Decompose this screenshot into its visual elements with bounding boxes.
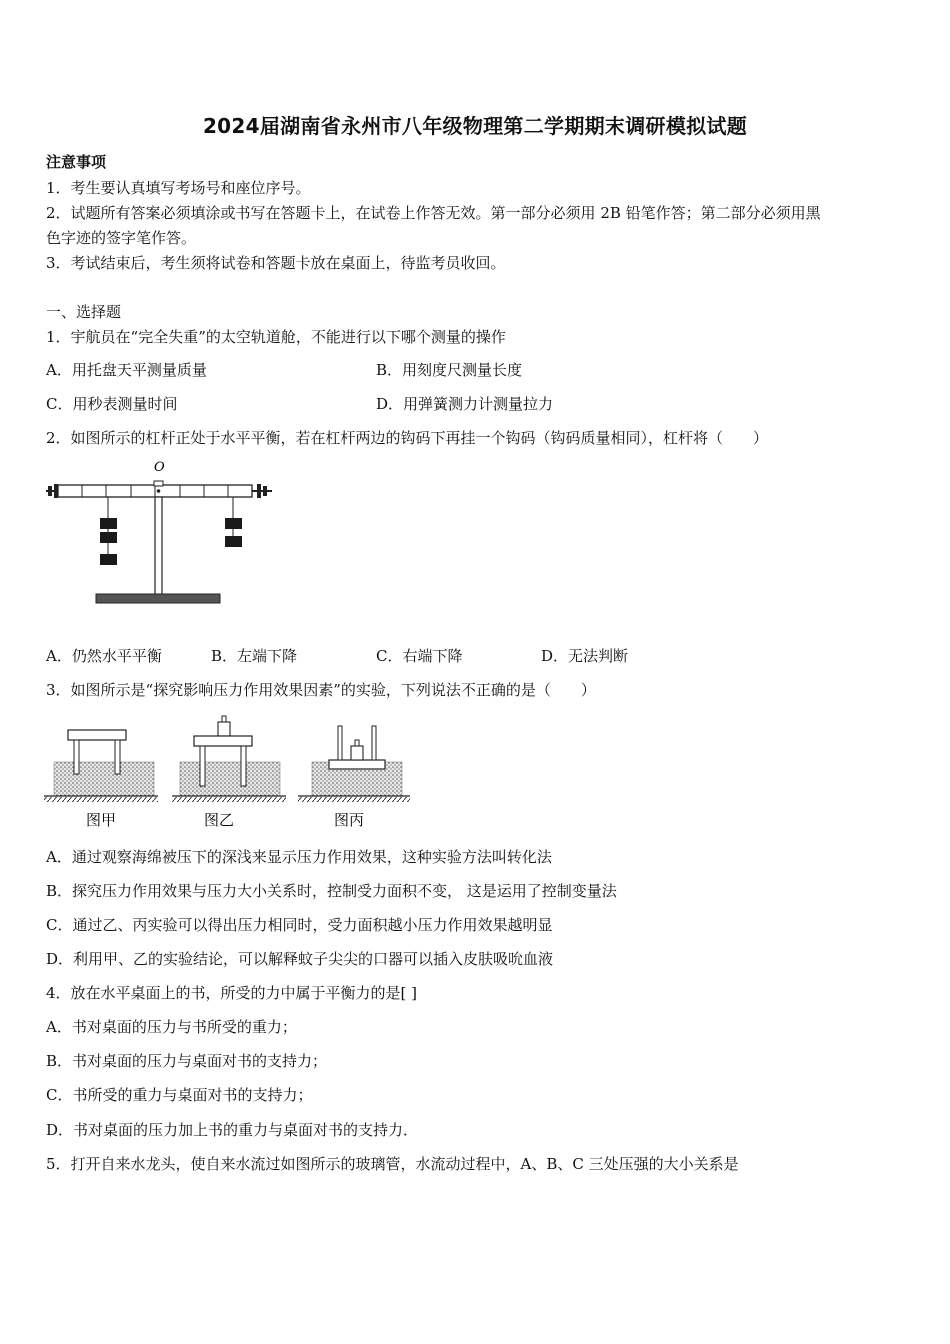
q1-option-a: A．用托盘天平测量质量: [46, 361, 207, 379]
q2-stem: 2．如图所示的杠杆正处于水平平衡，若在杠杆两边的钩码下再挂一个钩码（钩码质量相同），杠杆将（ ）: [46, 429, 769, 447]
q1-option-b: B．用刻度尺测量长度: [376, 361, 523, 379]
q3-option-b: B．探究压力作用效果与压力大小关系时，控制受力面积不变， 这是运用了控制变量法: [46, 882, 617, 900]
notice-item: 1．考生要认真填写考场号和座位序号。: [46, 179, 311, 197]
q4-option-d: D．书对桌面的压力加上书的重力与桌面对书的支持力．: [46, 1121, 419, 1139]
fig-label-bing: 图丙: [334, 811, 365, 829]
q2-option-d: D．无法判断: [541, 647, 629, 665]
q3-option-d: D．利用甲、乙的实验结论，可以解释蚊子尖尖的口器可以插入皮肤吸吮血液: [46, 950, 554, 968]
notice-item: 3．考试结束后，考生须将试卷和答题卡放在桌面上，待监考员收回。: [46, 254, 506, 272]
q3-option-a: A．通过观察海绵被压下的深浅来显示压力作用效果，这种实验方法叫转化法: [46, 848, 552, 866]
notice-item: 色字迹的签字笔作答。: [46, 229, 197, 247]
lever-figure: [44, 458, 276, 610]
section-heading: 一、选择题: [46, 303, 122, 321]
q4-option-a: A．书对桌面的压力与书所受的重力；: [46, 1018, 297, 1036]
fig-label-yi: 图乙: [204, 811, 235, 829]
q4-option-b: B．书对桌面的压力与桌面对书的支持力；: [46, 1052, 328, 1070]
pressure-experiment-figure: [44, 710, 414, 834]
q4-stem: 4．放在水平桌面上的书，所受的力中属于平衡力的是[ ]: [46, 984, 418, 1002]
q3-option-c: C．通过乙、丙实验可以得出压力相同时，受力面积越小压力作用效果越明显: [46, 916, 553, 934]
page-title: 2024届湖南省永州市八年级物理第二学期期末调研模拟试题: [202, 114, 748, 138]
notice-heading: 注意事项: [46, 153, 107, 171]
figure-bing: [298, 726, 410, 829]
q2-option-c: C．右端下降: [376, 647, 463, 665]
q1-stem: 1．宇航员在“完全失重”的太空轨道舱，不能进行以下哪个测量的操作: [46, 328, 506, 346]
q3-stem: 3．如图所示是“探究影响压力作用效果因素”的实验，下列说法不正确的是（ ）: [46, 681, 596, 699]
q2-option-b: B．左端下降: [211, 647, 298, 665]
figure-jia: [44, 730, 158, 829]
notice-item: 2．试题所有答案必须填涂或书写在答题卡上，在试卷上作答无效。第一部分必须用 2B 铅笔作答；第二部分必须用黑: [46, 204, 821, 222]
fig-label-jia: 图甲: [86, 811, 117, 829]
q2-option-a: A．仍然水平平衡: [46, 647, 162, 665]
pivot-label: O: [154, 460, 165, 475]
q5-stem: 5．打开自来水龙头，使自来水流过如图所示的玻璃管，水流动过程中，A、B、C 三处压强的大小关系是: [46, 1155, 739, 1173]
q1-option-d: D．用弹簧测力计测量拉力: [376, 395, 554, 413]
q1-option-c: C．用秒表测量时间: [46, 395, 178, 413]
q4-option-c: C．书所受的重力与桌面对书的支持力；: [46, 1086, 313, 1104]
figure-yi: [172, 716, 286, 829]
